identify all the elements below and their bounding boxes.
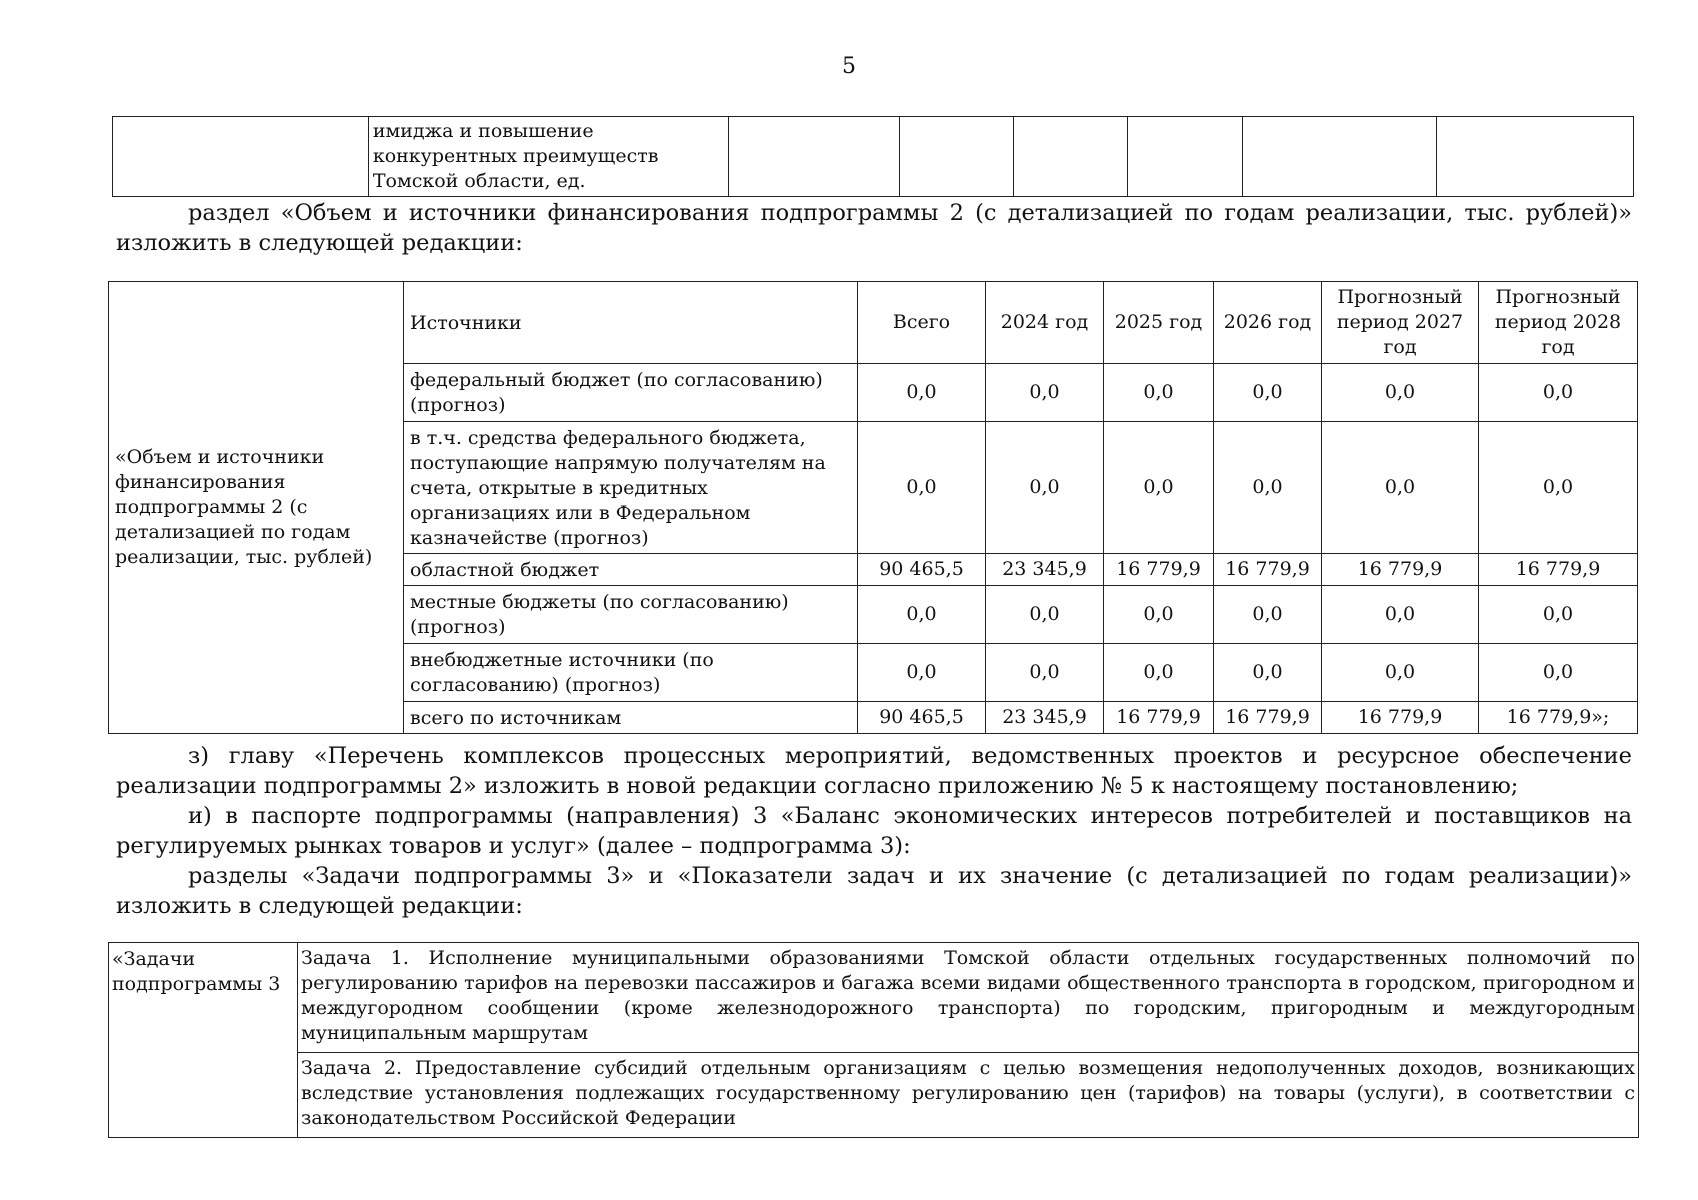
task-2: Задача 2. Предоставление субсидий отдельным организациям с целью возмещения недополученных доходов, возникающих вследствие установления подлежащих государственному регулированию цен (тарифов) на товары (услуги), в соответствии с законодательством Российской Федерации [298, 1053, 1639, 1138]
header-2026: 2026 год [1214, 282, 1322, 364]
value-cell: 23 345,9 [986, 702, 1104, 734]
header-2025: 2025 год [1104, 282, 1214, 364]
value-cell: 0,0 [858, 644, 986, 702]
empty-cell [1437, 117, 1634, 197]
paragraph-section-intro: раздел «Объем и источники финансирования подпрограммы 2 (с детализацией по годам реализации, тыс. рублей)» изложить в следующей редакции: [116, 200, 1632, 256]
paragraph-i: и) в паспорте подпрограммы (направления) 3 «Баланс экономических интересов потребителей и поставщиков на регулируемых рынках товаров и услуг» (далее – подпрограмма 3): [116, 803, 1632, 859]
value-cell: 0,0 [1479, 422, 1638, 554]
value-cell: 0,0 [986, 364, 1104, 422]
empty-cell [1013, 117, 1127, 197]
empty-cell [113, 117, 369, 197]
value-cell: 0,0 [858, 586, 986, 644]
header-2024: 2024 год [986, 282, 1104, 364]
value-cell: 16 779,9 [1214, 702, 1322, 734]
source-regional: областной бюджет [404, 554, 858, 586]
value-cell: 16 779,9 [1104, 554, 1214, 586]
value-cell: 0,0 [1214, 586, 1322, 644]
value-cell: 0,0 [1322, 422, 1479, 554]
value-cell: 0,0 [986, 644, 1104, 702]
source-federal: федеральный бюджет (по согласованию) (прогноз) [404, 364, 858, 422]
value-cell: 0,0 [1214, 364, 1322, 422]
value-cell: 23 345,9 [986, 554, 1104, 586]
value-cell: 0,0 [1104, 364, 1214, 422]
source-total: всего по источникам [404, 702, 858, 734]
source-local: местные бюджеты (по согласованию) (прогноз) [404, 586, 858, 644]
empty-cell [729, 117, 900, 197]
value-cell: 0,0 [986, 586, 1104, 644]
value-cell: 0,0 [858, 364, 986, 422]
value-cell: 16 779,9»; [1479, 702, 1638, 734]
value-cell: 16 779,9 [1104, 702, 1214, 734]
task-1: Задача 1. Исполнение муниципальными образованиями Томской области отдельных государственных полномочий по регулированию тарифов на перевозки пассажиров и багажа всеми видами общественного транспорта в городском, пригородном и междугородном сообщении (кроме железнодорожного транспорта) по городским, пригородным и междугородным муниципальным маршрутам [298, 943, 1639, 1053]
value-cell: 0,0 [1322, 644, 1479, 702]
value-cell: 16 779,9 [1479, 554, 1638, 586]
empty-cell [1242, 117, 1437, 197]
value-cell: 0,0 [1214, 422, 1322, 554]
header-sources: Источники [404, 282, 858, 364]
value-cell: 0,0 [1322, 364, 1479, 422]
tasks-table [108, 942, 1639, 1138]
value-cell: 0,0 [1104, 644, 1214, 702]
source-federal-direct: в т.ч. средства федерального бюджета, поступающие напрямую получателям на счета, открытые в кредитных организациях или в Федеральном казначействе (прогноз) [404, 422, 858, 554]
top-fragment-table [112, 116, 1634, 197]
value-cell: 16 779,9 [1214, 554, 1322, 586]
value-cell: 90 465,5 [858, 554, 986, 586]
finance-table [108, 281, 1638, 734]
indicator-name-cell: имиджа и повышение конкурентных преимуществ Томской области, ед. [368, 117, 728, 197]
paragraph-razdely: разделы «Задачи подпрограммы 3» и «Показатели задач и их значение (с детализацией по годам реализации)» изложить в следующей редакции: [116, 863, 1632, 919]
finance-row-label: «Объем и источники финансирования подпрограммы 2 (с детализацией по годам реализации, тыс. рублей) [109, 282, 404, 734]
header-2028: Прогнозный период 2028 год [1479, 282, 1638, 364]
empty-cell [1128, 117, 1242, 197]
header-2027: Прогнозный период 2027 год [1322, 282, 1479, 364]
value-cell: 0,0 [1479, 364, 1638, 422]
page-number: 5 [842, 54, 856, 79]
value-cell: 0,0 [1479, 644, 1638, 702]
empty-cell [899, 117, 1013, 197]
header-total: Всего [858, 282, 986, 364]
source-extrabudgetary: внебюджетные источники (по согласованию) (прогноз) [404, 644, 858, 702]
value-cell: 0,0 [1214, 644, 1322, 702]
value-cell: 0,0 [858, 422, 986, 554]
tasks-label: «Задачи подпрограммы 3 [109, 943, 298, 1138]
value-cell: 16 779,9 [1322, 702, 1479, 734]
value-cell: 0,0 [1104, 422, 1214, 554]
paragraph-z: з) главу «Перечень комплексов процессных мероприятий, ведомственных проектов и ресурсное обеспечение реализации подпрограммы 2» изложить в новой редакции согласно приложению № 5 к настоящему постановлению; [116, 743, 1632, 799]
value-cell: 0,0 [1479, 586, 1638, 644]
value-cell: 90 465,5 [858, 702, 986, 734]
value-cell: 0,0 [986, 422, 1104, 554]
value-cell: 0,0 [1104, 586, 1214, 644]
value-cell: 16 779,9 [1322, 554, 1479, 586]
value-cell: 0,0 [1322, 586, 1479, 644]
